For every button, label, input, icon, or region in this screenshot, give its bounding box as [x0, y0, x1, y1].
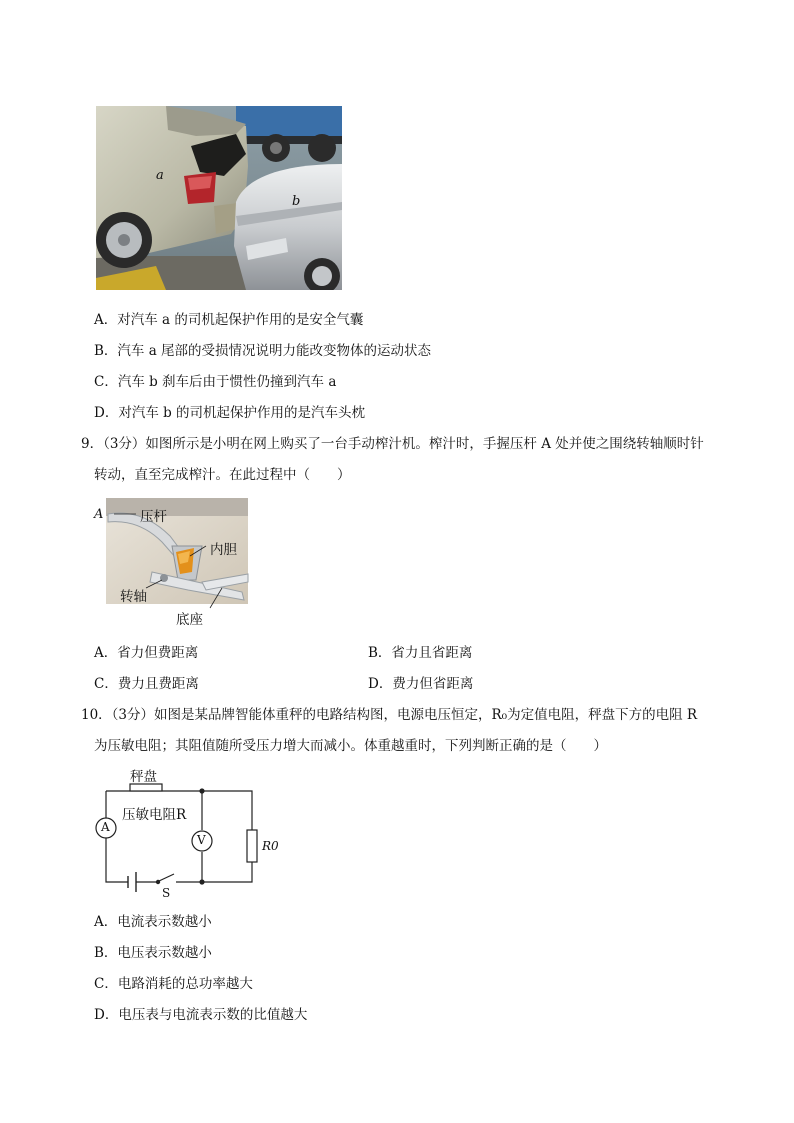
car-collision-illustration [96, 106, 342, 290]
q9-stem-line-2: 转动，直至完成榨汁。在此过程中（ ） [94, 467, 351, 483]
q9-option-a: A．省力但费距离 [94, 645, 199, 661]
juicer-base-label: 底座 [176, 612, 203, 628]
juicer-lever-label: 压杆 [140, 509, 167, 525]
q9-option-d: D．费力但省距离 [368, 676, 474, 692]
q8-option-b: B．汽车 a 尾部的受损情况说明力能改变物体的运动状态 [94, 343, 432, 359]
q9-option-c: C．费力且费距离 [94, 676, 199, 692]
juicer-illustration [92, 496, 252, 626]
q10-option-d: D．电压表与电流表示数的比值越大 [94, 1007, 308, 1023]
r0-label: R0 [262, 839, 279, 853]
q9-stem-line-1: 9．（3分）如图所示是小明在网上购买了一台手动榨汁机。榨汁时，手握压杆 A 处并使之围绕转轴顺时针 [81, 436, 704, 452]
juicer-point-a-label: A [94, 507, 104, 522]
scale-circuit-diagram [92, 764, 279, 904]
pressure-sensor-label: 压敏电阻R [122, 807, 187, 823]
circuit-wires [92, 764, 262, 904]
car-b-label: b [292, 194, 301, 209]
voltmeter-symbol: V [197, 833, 206, 847]
switch-label: S [162, 886, 171, 900]
ammeter-symbol: A [101, 820, 110, 834]
juicer-liner-label: 内胆 [210, 542, 237, 558]
scale-pan-label: 秤盘 [130, 769, 157, 785]
q9-option-b: B．省力且省距离 [368, 645, 473, 661]
q8-option-c: C．汽车 b 刹车后由于惯性仍撞到汽车 a [94, 374, 337, 390]
car-collision-photo [96, 106, 342, 290]
juicer-figure [92, 496, 252, 626]
car-a-label: a [156, 168, 164, 183]
juicer-axis-label: 转轴 [120, 589, 147, 605]
q10-stem-line-1: 10．（3分）如图是某品牌智能体重秤的电路结构图，电源电压恒定，R₀为定值电阻，秤盘下方的电阻 R [81, 707, 698, 723]
q8-option-a: A．对汽车 a 的司机起保护作用的是安全气囊 [94, 312, 364, 328]
q10-stem-line-2: 为压敏电阻；其阻值随所受压力增大而减小。体重越重时，下列判断正确的是（ ） [94, 738, 607, 754]
q10-option-a: A．电流表示数越小 [94, 914, 212, 930]
q8-option-d: D．对汽车 b 的司机起保护作用的是汽车头枕 [94, 405, 366, 421]
q10-option-b: B．电压表示数越小 [94, 945, 212, 961]
q10-option-c: C．电路消耗的总功率越大 [94, 976, 253, 992]
